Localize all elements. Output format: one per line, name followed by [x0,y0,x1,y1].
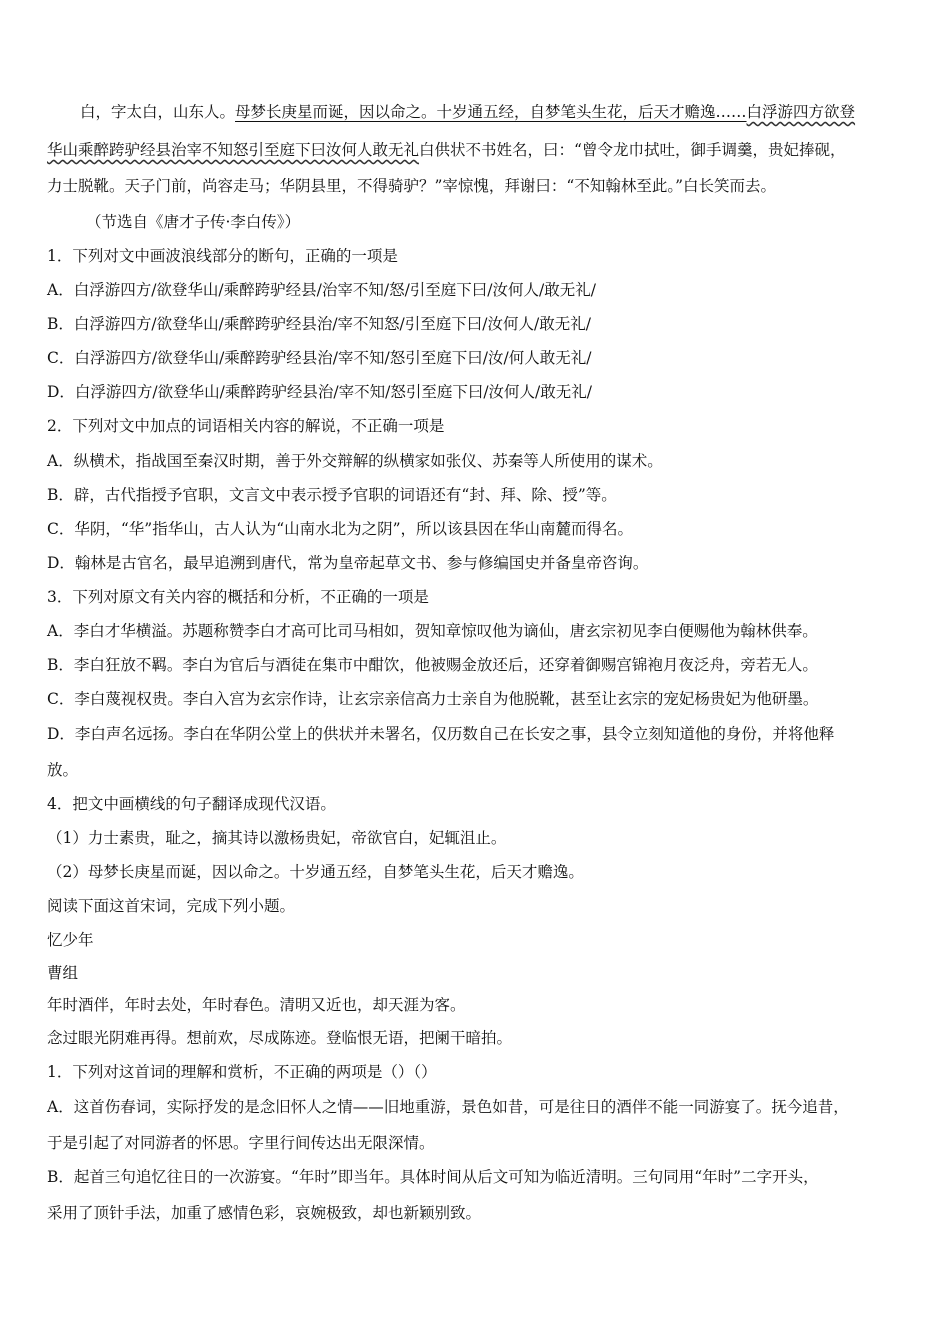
question-4-sentence-1: （1）力士素贵，耻之，摘其诗以激杨贵妃，帝欲官白，妃辄沮止。 [47,829,507,847]
passage-line-1 [80,102,855,122]
question-2-option-a: A．纵横术，指战国至秦汉时期，善于外交辩解的纵横家如张仪、苏秦等人所使用的谋术。 [47,452,663,470]
passage-line-1-start: 白，字太白，山东人。 [80,103,236,121]
poem-question-1-stem: 1．下列对这首词的理解和赏析，不正确的两项是（）（） [47,1063,437,1081]
poem-line-2: 念过眼光阴难再得。想前欢，尽成陈迹。登临恨无语，把阑干暗拍。 [47,1029,513,1047]
passage-source: （节选自《唐才子传·李白传》） [86,213,301,231]
poem-title: 忆少年 [47,931,94,949]
passage-line-2 [47,140,845,160]
poem-line-1: 年时酒伴，年时去处，年时春色。清明又近也，却天涯为客。 [47,996,466,1014]
question-4-sentence-2: （2）母梦长庚星而诞，因以命之。十岁通五经，自梦笔头生花，后天才赡逸。 [47,863,584,881]
question-4-stem: 4．把文中画横线的句子翻译成现代汉语。 [47,795,336,813]
underlined-sentence: 母梦长庚星而诞，因以命之。十岁通五经，自梦笔头生花，后天才赡逸…… [235,103,747,121]
question-3-option-a: A．李白才华横溢。苏题称赞李白才高可比司马相如，贺知章惊叹他为谪仙，唐玄宗初见李白便赐他为翰林供奉。 [47,622,818,640]
poem-intro: 阅读下面这首宋词，完成下列小题。 [47,897,296,915]
passage-line-3: 力士脱靴。天子门前，尚容走马；华阴县里，不得骑驴？”宰惊愧，拜谢曰：“不知翰林至此。”白长笑而去。 [47,177,777,195]
poem-question-1-option-b-line-2: 采用了顶针手法，加重了感情色彩，哀婉极致，却也新颖别致。 [47,1204,482,1222]
poem-question-1-option-a-line-1: A．这首伤春词，实际抒发的是念旧怀人之情——旧地重游，景色如昔，可是往日的酒伴不能一同游宴了。抚今追昔， [47,1098,849,1116]
poem-author: 曹组 [47,964,79,982]
question-3-stem: 3．下列对原文有关内容的概括和分析，不正确的一项是 [47,588,429,606]
poem-question-1-option-a-line-2: 于是引起了对同游者的怀思。字里行间传达出无限深情。 [47,1134,435,1152]
question-1-stem: 1．下列对文中画波浪线部分的断句，正确的一项是 [47,247,398,265]
question-2-option-b: B．辟，古代指授予官职，文言文中表示授予官职的词语还有“封、拜、除、授”等。 [47,486,617,504]
question-1-option-b: B．白浮游四方/欲登华山/乘醉跨驴经县治/宰不知怒/引至庭下曰/汝何人/敢无礼/ [47,315,591,333]
wavy-text-end: 华山乘醉跨驴经县治宰不知怒引至庭下曰汝何人敢无礼 [47,141,420,159]
question-3-option-c: C．李白蔑视权贵。李白入宫为玄宗作诗，让玄宗亲信高力士亲自为他脱靴，甚至让玄宗的宠妃杨贵妃为他研墨。 [47,690,819,708]
passage-line-2-rest: 白供状不书姓名，曰：“曾令龙巾拭吐，御手调羹，贵妃捧砚， [419,141,846,159]
question-3-option-d-line-2: 放。 [47,761,79,779]
question-1-option-a: A．白浮游四方/欲登华山/乘醉跨驴经县/治宰不知/怒/引至庭下曰/汝何人/敢无礼/ [47,281,596,299]
question-2-option-c: C．华阴，“华”指华山，古人认为“山南水北为之阴”，所以该县因在华山南麓而得名。 [47,520,634,538]
question-2-option-d: D．翰林是古官名，最早追溯到唐代，常为皇帝起草文书、参与修编国史并备皇帝咨询。 [47,554,649,572]
question-1-option-c: C．白浮游四方/欲登华山/乘醉跨驴经县治/宰不知/怒引至庭下曰/汝/何人敢无礼/ [47,349,592,367]
poem-question-1-option-b-line-1: B．起首三句追忆往日的一次游宴。“年时”即当年。具体时间从后文可知为临近清明。三句同用“年时”二字开头， [47,1168,819,1186]
question-3-option-d-line-1: D．李白声名远扬。李白在华阴公堂上的供状并未署名，仅历数自己在长安之事，县令立刻知道他的身份，并将他释 [47,725,835,743]
question-3-option-b: B．李白狂放不羁。李白为官后与酒徒在集市中酣饮，他被赐金放还后，还穿着御赐宫锦袍月夜泛舟，旁若无人。 [47,656,818,674]
wavy-text-start: 白浮游四方欲登 [746,103,856,121]
question-1-option-d: D．白浮游四方/欲登华山/乘醉跨驴经县治/宰不知/怒引至庭下曰/汝何人/敢无礼/ [47,383,592,401]
question-2-stem: 2．下列对文中加点的词语相关内容的解说，不正确一项是 [47,417,445,435]
